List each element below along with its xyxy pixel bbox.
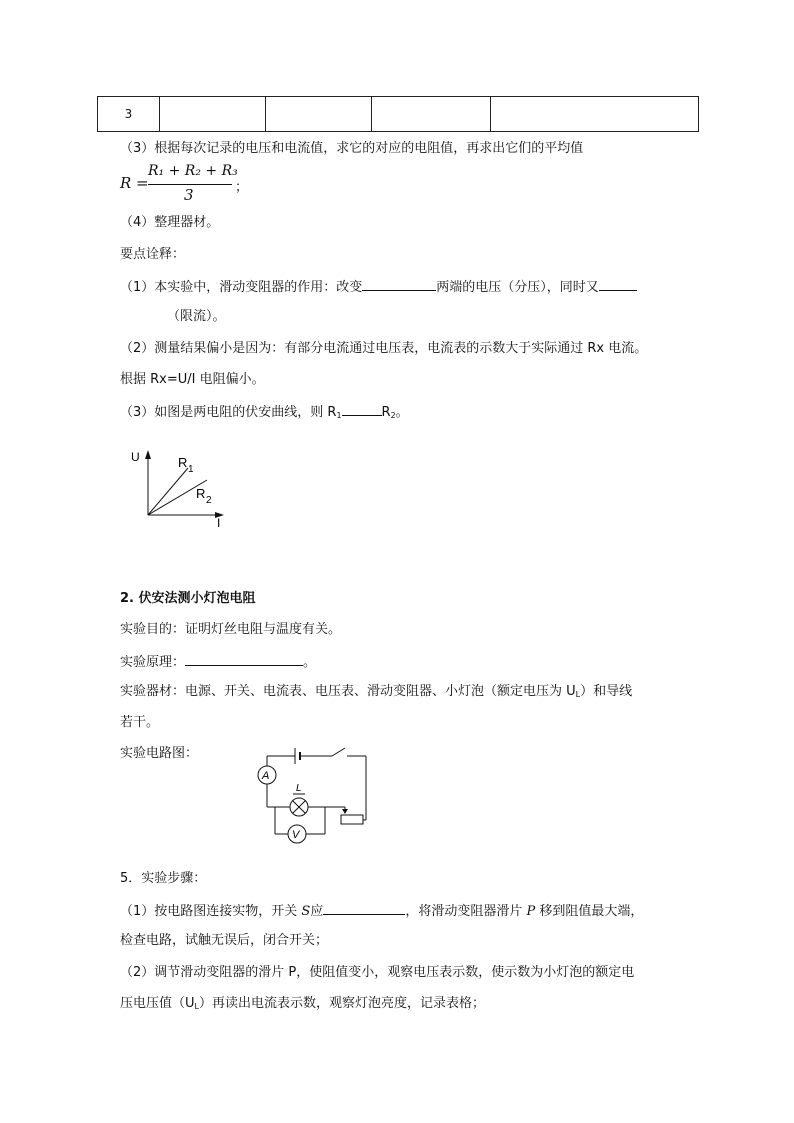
formula-denominator: 3 [184, 186, 194, 204]
step-b-line1: （2）调节滑动变阻器的滑片 P，使阻值变小，观察电压表示数，使示数为小灯泡的额定电 [120, 965, 635, 980]
answer-blank[interactable] [185, 652, 303, 666]
step-a-line1: （1）按电路图连接实物，开关 S应 ，将滑动变阻器滑片 P 移到阻值最大端， [120, 901, 643, 921]
steps-title: 5．实验步骤： [120, 871, 207, 886]
table-cell [491, 97, 699, 132]
step4-text: （4）整理器材。 [120, 215, 220, 230]
step-a-line2: 检查电路，试触无误后，闭合开关； [120, 933, 329, 948]
answer-blank[interactable] [599, 277, 637, 291]
step3-text: （3）根据每次记录的电压和电流值，求它的对应的电阻值，再求出它们的平均值 [120, 141, 584, 156]
voltage-current-graph [125, 447, 235, 532]
note1-line2: （限流）。 [167, 309, 226, 324]
average-resistance-formula [120, 163, 250, 209]
formula-numerator: R₁ + R₂ + R₃ [148, 163, 238, 179]
line-r1 [148, 468, 188, 515]
note2-line2: 根据 Rx=U/I 电阻偏小。 [120, 372, 265, 387]
table-cell-index: 3 [98, 97, 160, 132]
y-axis-label: U [131, 450, 140, 464]
notes-title: 要点诠释： [120, 247, 186, 262]
answer-blank[interactable] [362, 277, 436, 291]
step-b-line2: 压电压值$(U_L)$再读出电流表示数，观察灯泡亮度，记录表格； [120, 996, 485, 1011]
lamp-label: L [296, 783, 302, 794]
rheostat-slider-arrow [342, 809, 348, 814]
voltmeter-label: V [292, 829, 300, 841]
principle-line: 实验原理： 。 [120, 652, 316, 672]
equipment-line2: 若干。 [120, 715, 160, 730]
note2-line1: （2）测量结果偏小是因为：有部分电流通过电压表，电流表的示数大于实际通过 Rx 电流。 [120, 341, 648, 356]
rheostat-icon [341, 815, 363, 824]
answer-blank[interactable] [323, 901, 405, 915]
table-cell [372, 97, 491, 132]
ammeter-label: A [262, 770, 270, 782]
formula-lhs: R = [120, 174, 149, 192]
purpose-line: 实验目的：证明灯丝电阻与温度有关。 [120, 622, 342, 637]
equipment-line1: 实验器材：电源、开关、电流表、电压表、滑动变阻器、小灯泡（额定电压为 $U_L$）和导线 [120, 684, 633, 699]
note3-line: （3）如图是两电阻的伏安曲线，则 $R_1$ $R_2$。 [120, 402, 409, 425]
answer-blank[interactable] [342, 402, 382, 416]
note1-line: （1）本实验中，滑动变阻器的作用：改变 两端的电压（分压），同时又 [120, 277, 637, 297]
table-cell [266, 97, 372, 132]
table-cell [160, 97, 266, 132]
formula-tail: ； [235, 180, 249, 195]
circuit-diagram [245, 742, 375, 850]
section2-title: 2. 伏安法测小灯泡电阻 [120, 591, 256, 606]
line1-label: R [178, 455, 188, 470]
line1-sub: 1 [188, 464, 194, 475]
circuit-label: 实验电路图： [120, 746, 199, 761]
table-row [98, 97, 699, 132]
data-table [97, 96, 699, 132]
y-axis-arrow [145, 450, 151, 459]
line2-label: R [196, 486, 206, 501]
switch-blade [332, 748, 345, 756]
fraction-bar [148, 184, 232, 185]
x-axis-label: I [217, 516, 221, 530]
line2-sub: 2 [206, 495, 212, 506]
